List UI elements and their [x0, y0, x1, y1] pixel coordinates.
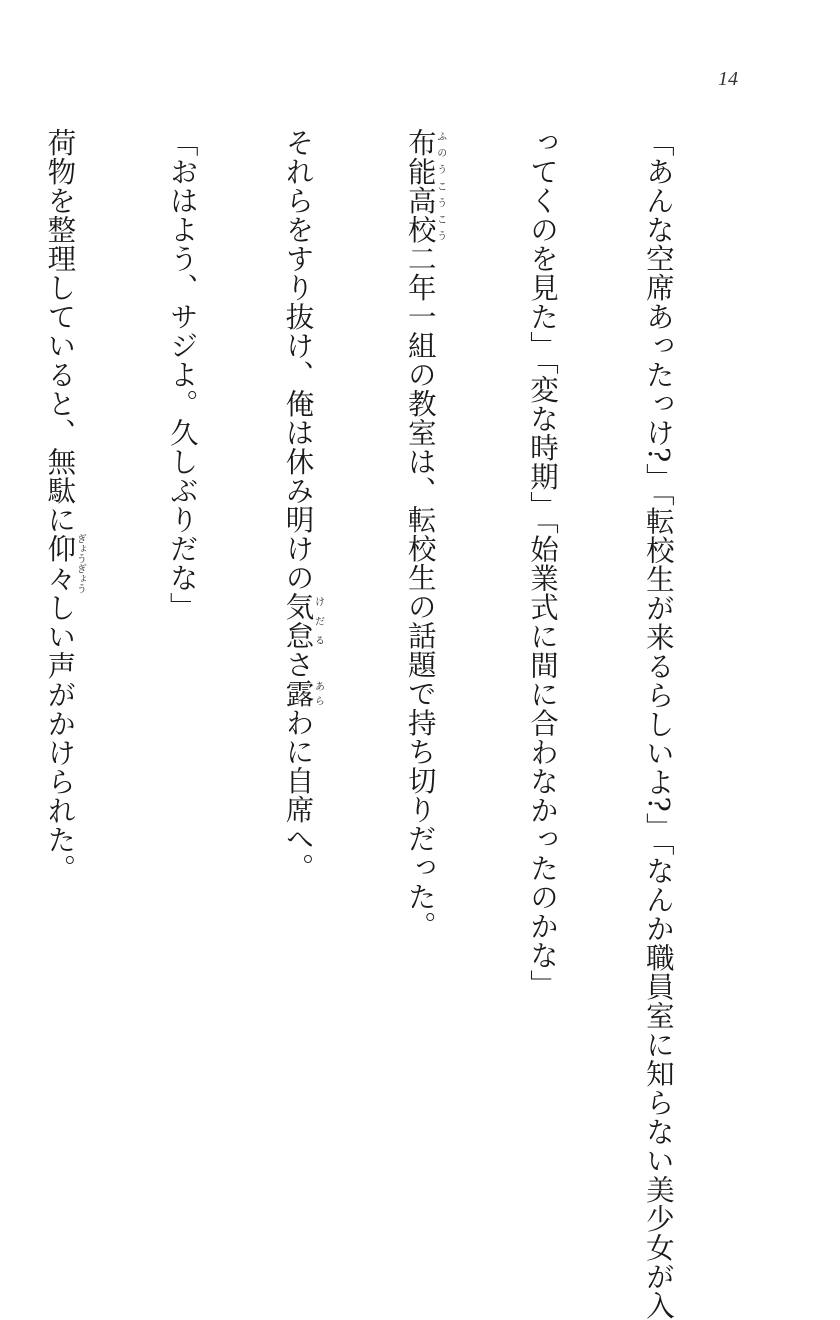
- text-line: 「おはよう、サジよ。久しぶりだな」: [165, 128, 199, 621]
- text-line: ってくのを見た」「変な時期」「始業式に間に合わなかったのかな」: [526, 128, 560, 999]
- text-line-ruby: それらをすり抜け、俺は休み明けの気怠けだるさ露あらわに自席へ。: [281, 128, 324, 882]
- text-line: 「あんな空席あったっけ?」「転校生が来るらしいよ?」「なんか職員室に知らない美少女が入: [641, 128, 675, 1320]
- page-number: 14: [718, 68, 738, 90]
- text-line-ruby: 荷物を整理していると、無駄に仰々ぎょうぎょうしい声がかけられた。: [43, 128, 86, 883]
- vertical-text-block: [43, 128, 754, 1320]
- text-line-ruby: 布能高校ふのうこうこう二年一組の教室は、転校生の話題で持ち切りだった。: [403, 128, 446, 940]
